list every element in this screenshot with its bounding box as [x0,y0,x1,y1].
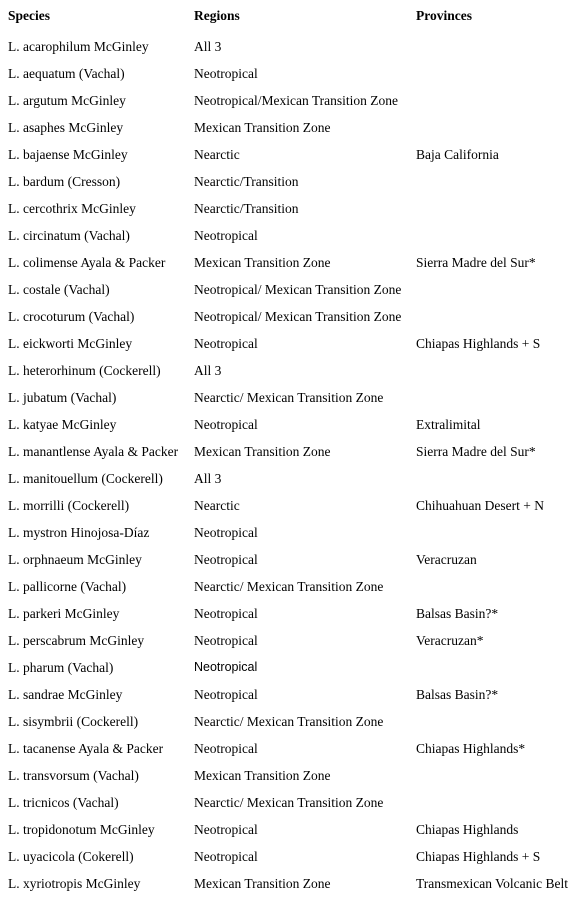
region-cell: Neotropical [194,525,258,540]
table-row [0,33,582,60]
table-row [0,222,582,249]
province-cell: Balsas Basin?* [416,606,499,621]
table-row [0,438,582,465]
species-cell: L. morrilli (Cockerell) [8,498,130,513]
table-row [0,789,582,816]
region-cell: Neotropical [194,228,258,243]
species-cell: L. bardum (Cresson) [8,174,121,189]
table-row [0,519,582,546]
region-cell: Nearctic/ Mexican Transition Zone [194,795,384,810]
region-cell: Nearctic [194,147,240,162]
provinces-column-header: Provinces [416,8,472,23]
region-cell: Nearctic/Transition [194,201,299,216]
region-cell: Mexican Transition Zone [194,768,331,783]
species-cell: L. uyacicola (Cokerell) [8,849,134,864]
region-cell: Neotropical [194,606,258,621]
province-cell: Chiapas Highlands* [416,741,526,756]
species-cell: L. sandrae McGinley [8,687,123,702]
table-row [0,762,582,789]
province-cell: Chiapas Highlands + S [416,336,541,351]
table-header [0,0,582,33]
table-row [0,276,582,303]
species-cell: L. aequatum (Vachal) [8,66,125,81]
table-row [0,735,582,762]
table-row [0,843,582,870]
region-cell: Neotropical/Mexican Transition Zone [194,93,398,108]
table-row [0,654,582,681]
region-cell: Mexican Transition Zone [194,255,331,270]
table-row [0,87,582,114]
region-cell: Mexican Transition Zone [194,444,331,459]
table-row [0,303,582,330]
table-row [0,546,582,573]
region-cell: Neotropical [194,552,258,567]
table-row [0,816,582,843]
region-cell: Nearctic/Transition [194,174,299,189]
table-row [0,168,582,195]
species-cell: L. mystron Hinojosa-Díaz [8,525,150,540]
species-cell: L. asaphes McGinley [8,120,124,135]
table-row [0,357,582,384]
province-cell: Transmexican Volcanic Belt [416,876,568,891]
species-cell: L. argutum McGinley [8,93,126,108]
species-cell: L. manantlense Ayala & Packer [8,444,179,459]
region-cell: Neotropical [194,633,258,648]
region-cell: All 3 [194,39,222,54]
species-cell: L. eickworti McGinley [8,336,133,351]
region-cell: All 3 [194,471,222,486]
species-cell: L. colimense Ayala & Packer [8,255,166,270]
region-cell: Neotropical/ Mexican Transition Zone [194,282,402,297]
species-cell: L. perscabrum McGinley [8,633,145,648]
table-row [0,573,582,600]
region-cell: Neotropical [194,417,258,432]
table-row [0,60,582,87]
region-cell: Neotropical [194,687,258,702]
table-row [0,411,582,438]
province-cell: Sierra Madre del Sur* [416,444,536,459]
region-cell: Neotropical [194,660,258,674]
province-cell: Veracruzan* [416,633,484,648]
species-cell: L. heterorhinum (Cockerell) [8,363,161,378]
species-cell: L. acarophilum McGinley [8,39,149,54]
table-row [0,114,582,141]
region-cell: Nearctic/ Mexican Transition Zone [194,579,384,594]
province-cell: Balsas Basin?* [416,687,499,702]
province-cell: Chihuahuan Desert + N [416,498,544,513]
region-cell: Mexican Transition Zone [194,876,331,891]
province-cell: Chiapas Highlands [416,822,519,837]
species-cell: L. bajaense McGinley [8,147,128,162]
region-cell: Neotropical [194,849,258,864]
region-cell: Nearctic [194,498,240,513]
regions-column-header: Regions [194,8,240,23]
table-row [0,681,582,708]
species-column-header: Species [8,8,50,23]
province-cell: Chiapas Highlands + S [416,849,541,864]
species-cell: L. manitouellum (Cockerell) [8,471,163,486]
region-cell: Neotropical/ Mexican Transition Zone [194,309,402,324]
region-cell: Neotropical [194,822,258,837]
species-cell: L. cercothrix McGinley [8,201,136,216]
table-row [0,600,582,627]
species-cell: L. orphnaeum McGinley [8,552,142,567]
species-cell: L. costale (Vachal) [8,282,110,297]
species-cell: L. tricnicos (Vachal) [8,795,119,810]
province-cell: Sierra Madre del Sur* [416,255,536,270]
species-cell: L. crocoturum (Vachal) [8,309,135,324]
region-cell: All 3 [194,363,222,378]
species-cell: L. tropidonotum McGinley [8,822,155,837]
species-cell: L. tacanense Ayala & Packer [8,741,164,756]
table-row [0,141,582,168]
species-cell: L. pallicorne (Vachal) [8,579,127,594]
table-row [0,492,582,519]
table-body [0,33,582,897]
species-cell: L. circinatum (Vachal) [8,228,130,243]
species-cell: L. sisymbrii (Cockerell) [8,714,139,729]
province-cell: Veracruzan [416,552,477,567]
region-cell: Neotropical [194,336,258,351]
region-cell: Mexican Transition Zone [194,120,331,135]
table-row [0,195,582,222]
table-row [0,249,582,276]
species-cell: L. pharum (Vachal) [8,660,114,675]
province-cell: Baja California [416,147,499,162]
table-row [0,330,582,357]
species-cell: L. katyae McGinley [8,417,117,432]
species-cell: L. xyriotropis McGinley [8,876,141,891]
province-cell: Extralimital [416,417,481,432]
species-cell: L. jubatum (Vachal) [8,390,117,405]
species-cell: L. transvorsum (Vachal) [8,768,139,783]
table-row [0,708,582,735]
table-row [0,627,582,654]
region-cell: Nearctic/ Mexican Transition Zone [194,390,384,405]
species-cell: L. parkeri McGinley [8,606,120,621]
region-cell: Nearctic/ Mexican Transition Zone [194,714,384,729]
region-cell: Neotropical [194,66,258,81]
region-cell: Neotropical [194,741,258,756]
table-row [0,870,582,897]
table-row [0,384,582,411]
table-row [0,465,582,492]
